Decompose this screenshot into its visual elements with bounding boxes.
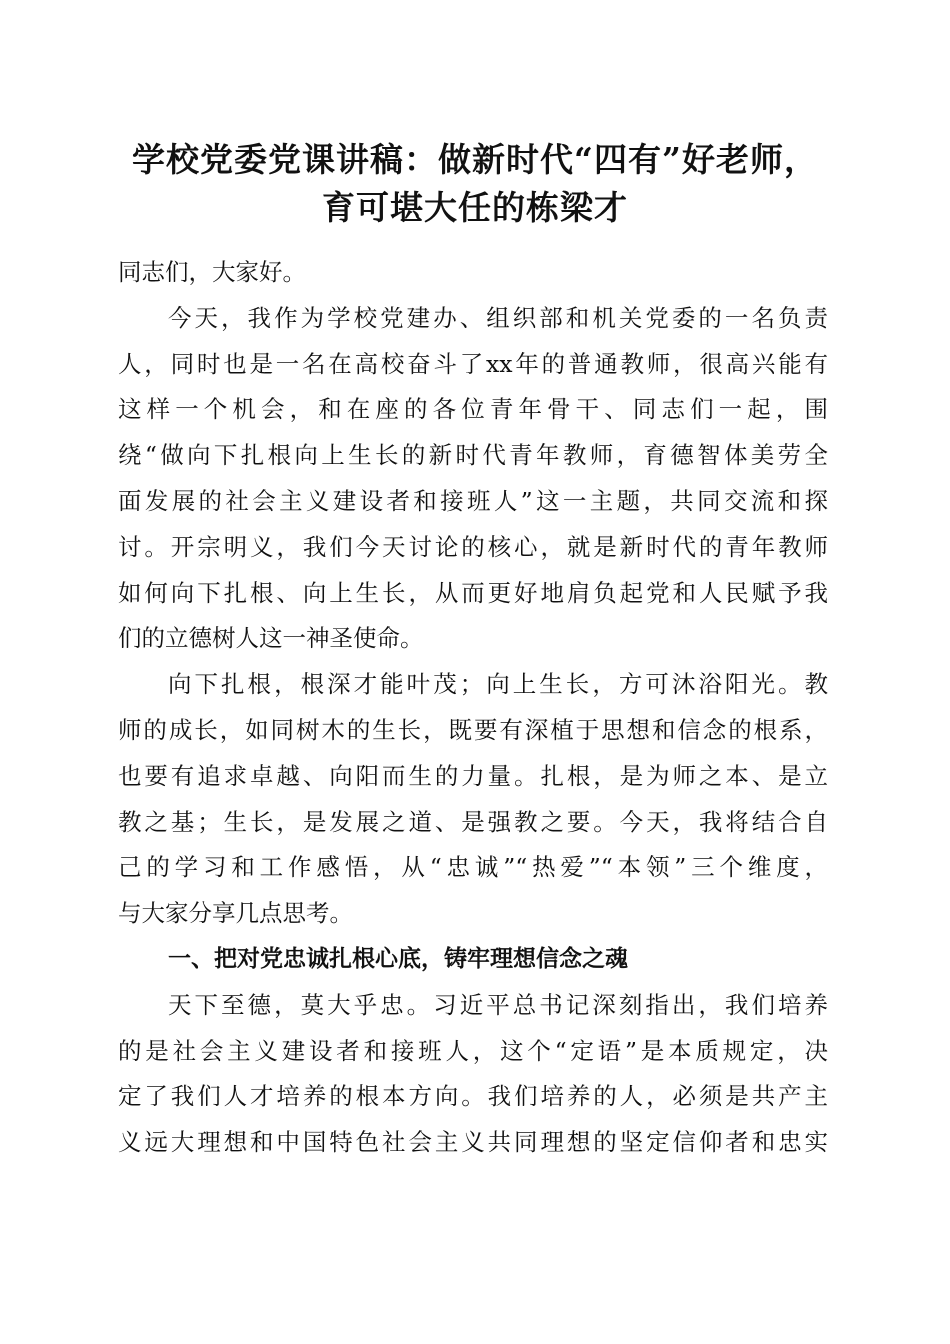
paragraph-line: 这样一个机会，和在座的各位青年骨干、同志们一起，围 <box>118 395 828 424</box>
greeting: 同志们，大家好。 <box>118 258 306 286</box>
paragraph-line: 人，同时也是一名在高校奋斗了xx年的普通教师，很高兴能有 <box>118 349 828 378</box>
paragraph-line: 也要有追求卓越、向阳而生的力量。扎根，是为师之本、是立 <box>118 761 828 790</box>
paragraph-line: 们的立德树人这一神圣使命。 <box>118 624 424 653</box>
paragraph-line: 的是社会主义建设者和接班人，这个“定语”是本质规定，决 <box>118 1036 828 1065</box>
title-line-1: 学校党委党课讲稿：做新时代“四有”好老师， <box>132 140 818 179</box>
section-heading-1: 一、把对党忠诚扎根心底，铸牢理想信念之魂 <box>168 945 628 972</box>
paragraph-line: 天下至德，莫大乎忠。习近平总书记深刻指出，我们培养 <box>168 990 828 1019</box>
paragraph-line: 义远大理想和中国特色社会主义共同理想的坚定信仰者和忠实 <box>118 1128 828 1157</box>
paragraph-line: 师的成长，如同树木的生长，既要有深植于思想和信念的根系， <box>118 715 828 744</box>
paragraph-1 <box>118 296 828 662</box>
paragraph-line: 教之基；生长，是发展之道、是强教之要。今天，我将结合自 <box>118 807 828 836</box>
paragraph-2 <box>118 662 828 937</box>
paragraph-line: 绕“做向下扎根向上生长的新时代青年教师，育德智体美劳全 <box>118 441 828 470</box>
paragraph-line: 己的学习和工作感悟，从“忠诚”“热爱”“本领”三个维度， <box>118 853 828 882</box>
document-title <box>100 136 850 232</box>
paragraph-line: 定了我们人才培养的根本方向。我们培养的人，必须是共产主 <box>118 1082 828 1111</box>
paragraph-line: 讨。开宗明义，我们今天讨论的核心，就是新时代的青年教师 <box>118 532 828 561</box>
paragraph-line: 今天，我作为学校党建办、组织部和机关党委的一名负责 <box>168 303 828 332</box>
paragraph-line: 如何向下扎根、向上生长，从而更好地肩负起党和人民赋予我 <box>118 578 828 607</box>
title-line-2: 育可堪大任的栋梁才 <box>322 188 628 227</box>
document-body <box>118 250 828 1166</box>
paragraph-line: 与大家分享几点思考。 <box>118 899 353 928</box>
paragraph-line: 面发展的社会主义建设者和接班人”这一主题，共同交流和探 <box>118 486 828 515</box>
paragraph-3 <box>118 983 828 1166</box>
paragraph-line: 向下扎根，根深才能叶茂；向上生长，方可沐浴阳光。教 <box>168 670 828 699</box>
